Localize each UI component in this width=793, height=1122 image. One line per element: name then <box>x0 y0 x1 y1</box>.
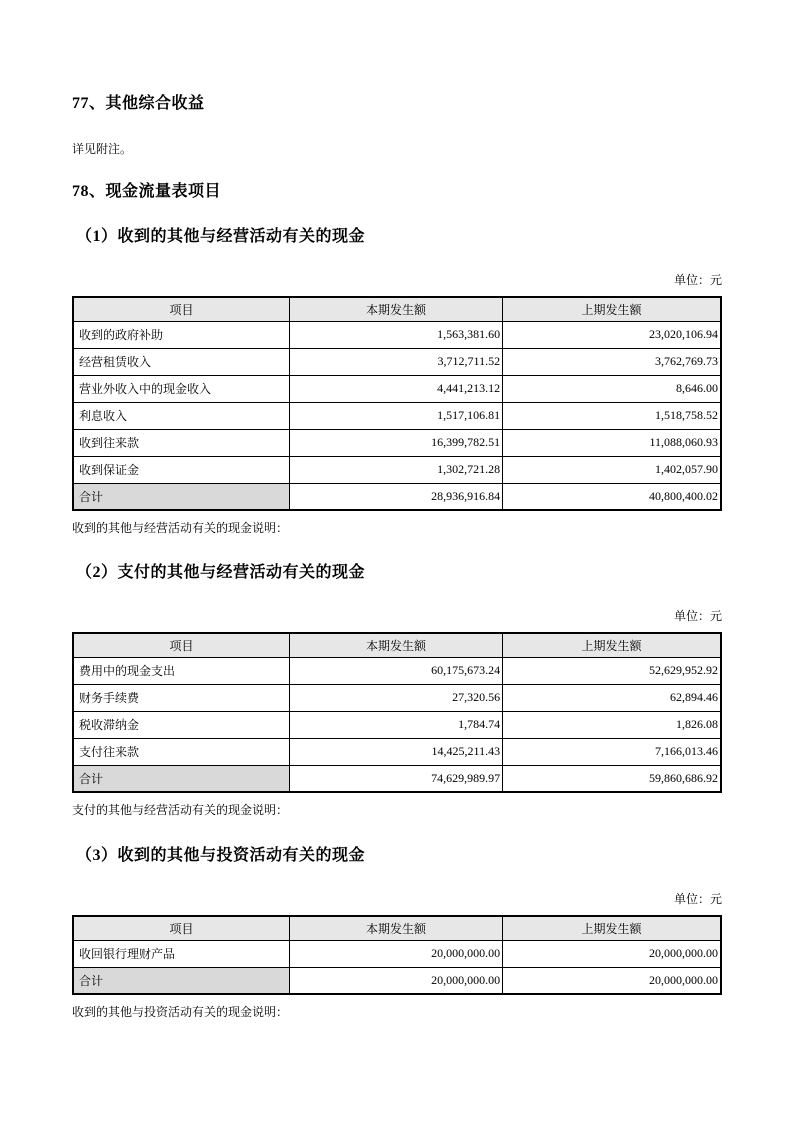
table-row <box>73 657 721 684</box>
item-cell: 利息收入 <box>73 402 289 429</box>
item-cell: 收到往来款 <box>73 429 289 456</box>
unit-label: 单位：元 <box>673 273 722 288</box>
unit-label: 单位：元 <box>673 609 722 624</box>
operating-cash-received-table <box>72 296 722 511</box>
header-prior-period: 上期发生额 <box>503 633 721 657</box>
amount-cell: 52,629,952.92 <box>503 657 721 684</box>
header-current-period: 本期发生额 <box>289 916 502 940</box>
amount-cell: 20,000,000.00 <box>289 940 502 967</box>
section-77-body: 详见附注。 <box>72 141 133 156</box>
total-label-cell: 合计 <box>73 483 289 510</box>
total-amount-cell: 20,000,000.00 <box>289 967 502 994</box>
amount-cell: 1,302,721.28 <box>289 456 502 483</box>
investing-cash-received-table <box>72 915 722 995</box>
table-header-row <box>73 633 721 657</box>
item-cell: 税收滞纳金 <box>73 711 289 738</box>
total-amount-cell: 59,860,686.92 <box>503 765 721 792</box>
amount-cell: 1,518,758.52 <box>503 402 721 429</box>
amount-cell: 7,166,013.46 <box>503 738 721 765</box>
amount-cell: 1,402,057.90 <box>503 456 721 483</box>
table-header-row <box>73 916 721 940</box>
amount-cell: 1,826.08 <box>503 711 721 738</box>
amount-cell: 4,441,213.12 <box>289 375 502 402</box>
amount-cell: 27,320.56 <box>289 684 502 711</box>
table-row <box>73 711 721 738</box>
subsection-1 <box>72 228 722 536</box>
header-item: 项目 <box>73 916 289 940</box>
item-cell: 收回银行理财产品 <box>73 940 289 967</box>
table-row <box>73 402 721 429</box>
subsection-3 <box>72 847 722 1020</box>
total-amount-cell: 28,936,916.84 <box>289 483 502 510</box>
total-amount-cell: 74,629,989.97 <box>289 765 502 792</box>
total-amount-cell: 20,000,000.00 <box>503 967 721 994</box>
amount-cell: 3,712,711.52 <box>289 348 502 375</box>
table-row <box>73 738 721 765</box>
table-header-row <box>73 297 721 321</box>
table-footnote: 收到的其他与投资活动有关的现金说明： <box>72 1005 289 1020</box>
table-row <box>73 375 721 402</box>
item-cell: 营业外收入中的现金收入 <box>73 375 289 402</box>
item-cell: 财务手续费 <box>73 684 289 711</box>
item-cell: 费用中的现金支出 <box>73 657 289 684</box>
table-row <box>73 684 721 711</box>
amount-cell: 11,088,060.93 <box>503 429 721 456</box>
table-footnote: 收到的其他与经营活动有关的现金说明： <box>72 521 289 536</box>
subsection-2 <box>72 564 722 818</box>
table-row <box>73 940 721 967</box>
total-amount-cell: 40,800,400.02 <box>503 483 721 510</box>
total-row <box>73 765 721 792</box>
amount-cell: 62,894.46 <box>503 684 721 711</box>
amount-cell: 1,517,106.81 <box>289 402 502 429</box>
total-label-cell: 合计 <box>73 765 289 792</box>
header-prior-period: 上期发生额 <box>503 297 721 321</box>
amount-cell: 8,646.00 <box>503 375 721 402</box>
total-label-cell: 合计 <box>73 967 289 994</box>
section-78-heading: 78、现金流量表项目 <box>72 182 222 200</box>
total-row <box>73 483 721 510</box>
operating-cash-paid-table <box>72 632 722 793</box>
amount-cell: 60,175,673.24 <box>289 657 502 684</box>
item-cell: 支付往来款 <box>73 738 289 765</box>
subsection-2-heading: （2）支付的其他与经营活动有关的现金 <box>76 563 366 581</box>
section-77-heading: 77、其他综合收益 <box>72 95 205 112</box>
header-prior-period: 上期发生额 <box>503 916 721 940</box>
unit-label: 单位：元 <box>673 892 722 907</box>
item-cell: 经营租赁收入 <box>73 348 289 375</box>
header-current-period: 本期发生额 <box>289 633 502 657</box>
item-cell: 收到的政府补助 <box>73 321 289 348</box>
amount-cell: 3,762,769.73 <box>503 348 721 375</box>
amount-cell: 14,425,211.43 <box>289 738 502 765</box>
amount-cell: 1,784.74 <box>289 711 502 738</box>
header-item: 项目 <box>73 297 289 321</box>
header-item: 项目 <box>73 633 289 657</box>
table-row <box>73 429 721 456</box>
subsection-1-heading: （1）收到的其他与经营活动有关的现金 <box>76 227 366 245</box>
header-current-period: 本期发生额 <box>289 297 502 321</box>
amount-cell: 1,563,381.60 <box>289 321 502 348</box>
item-cell: 收到保证金 <box>73 456 289 483</box>
total-row <box>73 967 721 994</box>
amount-cell: 16,399,782.51 <box>289 429 502 456</box>
amount-cell: 23,020,106.94 <box>503 321 721 348</box>
amount-cell: 20,000,000.00 <box>503 940 721 967</box>
table-footnote: 支付的其他与经营活动有关的现金说明： <box>72 803 289 818</box>
subsection-3-heading: （3）收到的其他与投资活动有关的现金 <box>76 846 366 864</box>
table-row <box>73 321 721 348</box>
table-row <box>73 456 721 483</box>
table-row <box>73 348 721 375</box>
